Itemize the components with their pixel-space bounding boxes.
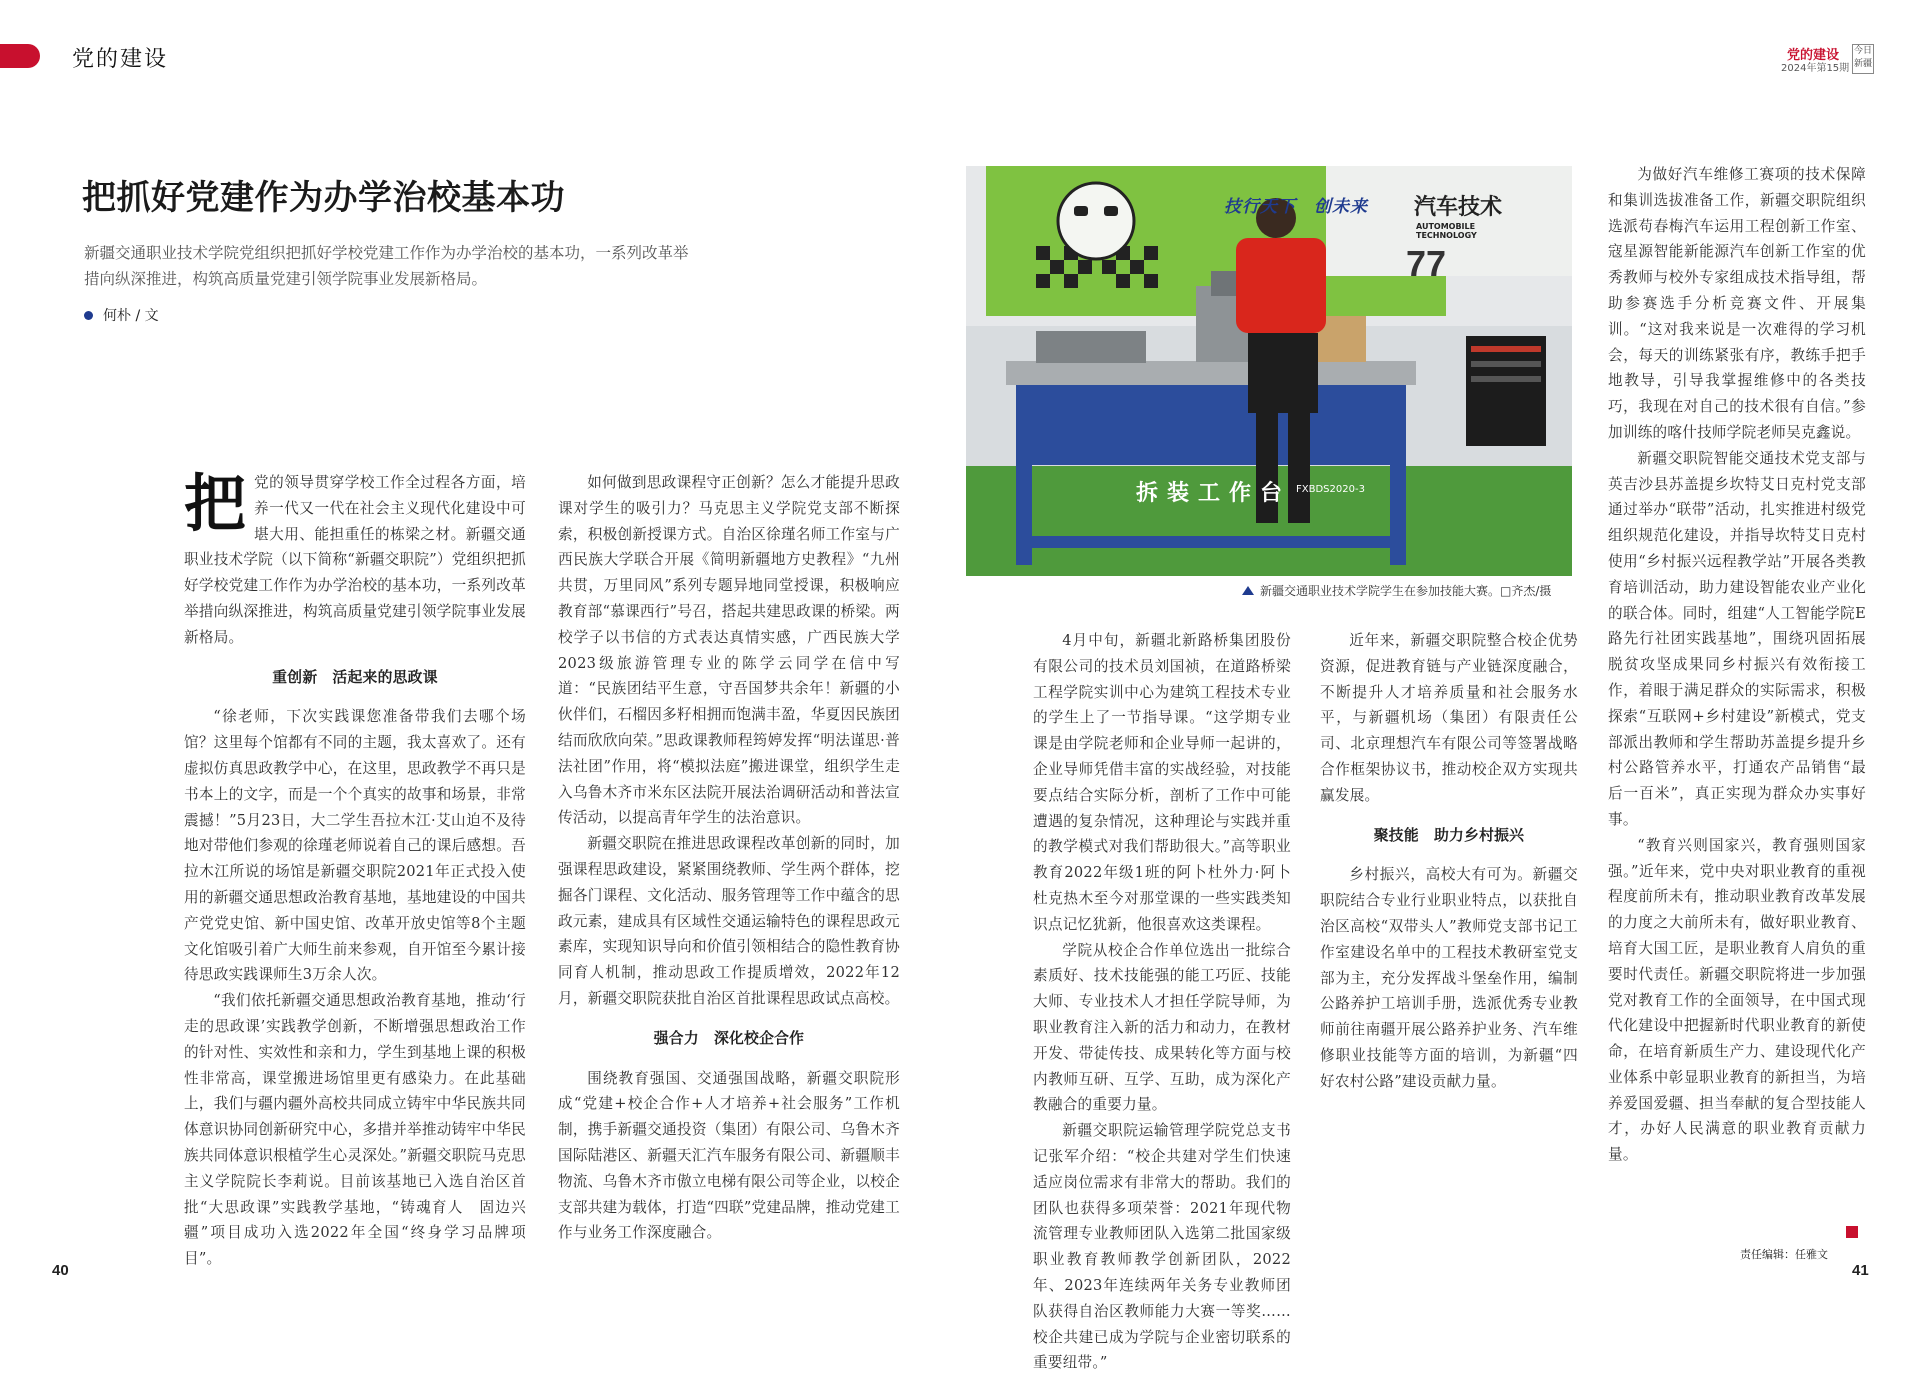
subheading: 强合力 深化校企合作 [653, 1029, 805, 1047]
sign-auto-en: AUTOMOBILE TECHNOLOGY [1416, 222, 1477, 240]
article-lead: 新疆交通职业技术学院党组织把抓好学校党建工作作为办学治校的基本功，一系列改革举措向纵深推进，构筑高质量党建引领学院事业发展新格局。 [84, 244, 689, 288]
column-5 [1608, 162, 1866, 1242]
sign-main-text: 技行天下 创未来 [1224, 197, 1368, 217]
bench-label: 拆装工作台 [1136, 481, 1292, 506]
drop-cap: 把 [184, 467, 247, 540]
header-red-tab [0, 44, 40, 68]
sign-auto-text: 汽车技术 [1414, 195, 1503, 220]
paragraph: 学院从校企合作单位选出一批综合素质好、技术技能强的能工巧匠、技能大师、专业技术人才担任学院导师，为职业教育注入新的活力和动力，在教材开发、带徒传技、成果转化等方面与校内教师互研、互学、互助，成为深化产教融合的重要力量。 [1033, 941, 1291, 1114]
editor-credit: 责任编辑：任雅文 [1740, 1248, 1828, 1261]
author-byline: 何朴 / 文 [103, 308, 159, 324]
photo-caption: 新疆交通职业技术学院学生在参加技能大赛。□齐杰/摄 [1260, 584, 1552, 598]
caption-triangle [1242, 586, 1254, 595]
svg-text:77: 77 [1406, 243, 1447, 284]
paragraph: 近年来，新疆交职院整合校企优势资源，促进教育链与产业链深度融合，不断提升人才培养质量和社会服务水平，与新疆机场（集团）有限责任公司、北京理想汽车有限公司等签署战略合作框架协议书，推动校企双方实现共赢发展。 [1320, 632, 1578, 804]
paragraph: 如何做到思政课程守正创新？怎么才能提升思政课对学生的吸引力？马克思主义学院党支部不断探索，积极创新授课方式。自治区徐瑾名师工作室与广西民族大学联合开展《简明新疆地方史教程》“九州共贯，万里同风”系列专题异地同堂授课，积极响应教育部“慕课西行”号召，搭起共建思政课的桥梁。两校学子以书信的方式表达真情实感，广西民族大学2023级旅游管理专业的陈学云同学在信中写道：“民族团结平生意，守吾国梦共余年！新疆的小伙伴们，石榴因多籽相拥而饱满丰盈，华夏因民族团结而欣欣向荣。”思政课教师程筠婷发挥“明法谨思·普法社团”作用，将“模拟法庭”搬进课堂，组织学生走入乌鲁木齐市米东区法院开展法治调研活动和普法宣传活动，以提高青年学生的法治意识。 [558, 474, 900, 827]
column-1 [184, 467, 526, 1270]
paragraph: 为做好汽车维修工赛项的技术保障和集训选拔准备工作，新疆交职院组织选派苟春梅汽车运用工程创新工作室、寇星源智能新能源汽车创新工作室的优秀教师与校外专家组成技术指导组，帮助参赛选手分析竞赛文件、开展集训。“这对我来说是一次难得的学习机会，每天的训练紧张有序，教练手把手地教导，引导我掌握维修中的各类技巧，我现在对自己的技术很有自信。”参加训练的喀什技师学院老师吴克鑫说。 [1608, 166, 1866, 441]
paragraph: “我们依托新疆交通思想政治教育基地，推动‘行走的思政课’实践教学创新，不断增强思想政治工作的针对性、实效性和亲和力，学生到基地上课的积极性非常高，课堂搬进场馆里更有感染力。在此基础上，我们与疆内疆外高校共同成立铸牢中华民族共同体意识协同创新研究中心，多措并举推动铸牢中华民族共同体意识根植学生心灵深处。”新疆交职院马克思主义学院院长李莉说。目前该基地已入选自治区首批“大思政课”实践教学基地，“铸魂育人 固边兴疆”项目成功入选2022年全国“终身学习品牌项目”。 [184, 992, 526, 1268]
end-mark [1846, 1226, 1858, 1238]
paragraph: “教育兴则国家兴，教育强则国家强。”近年来，党中央对职业教育的重视程度前所未有，推动职业教育改革发展的力度之大前所未有，做好职业教育、培育大国工匠，是职业教育人肩负的重要时代责任。新疆交职院将进一步加强党对教育工作的全面领导，在中国式现代化建设中把握新时代职业教育的新使命，在培育新质生产力、建设现代化产业体系中彰显职业教育的新担当，为培养爱国爱疆、担当奉献的复合型技能人才，办好人民满意的职业教育贡献力量。 [1608, 836, 1866, 1164]
bench-code: FXBDS2020-3 [1296, 484, 1365, 495]
paragraph: 新疆交职院智能交通技术党支部与英吉沙县苏盖提乡坎特艾日克村党支部通过举办“联带”活动，扎实推进村级党组织规范化建设，并指导坎特艾日克村使用“乡村振兴远程教学站”开展各类教育培训活动，助力建设智能农业产业化的联合体。同时，组建“人工智能学院E路先行社团实践基地”，围绕巩固拓展脱贫攻坚成果同乡村振兴有效衔接工作，着眼于满足群众的实际需求，积极探索“互联网+乡村建设”新模式，党支部派出教师和学生帮助苏盖提乡提升乡村公路管养水平，打通农产品销售“最后一百米”，真正实现为群众办实事好事。 [1608, 449, 1866, 828]
subheading: 重创新 活起来的思政课 [272, 668, 438, 686]
competition-photo [966, 166, 1572, 576]
paragraph: 新疆交职院运输管理学院党总支书记张军介绍：“校企共建对学生们快速适应岗位需求有非常大的帮助。我们的团队也获得多项荣誉：2021年现代物流管理专业教师团队入选第二批国家级职业教育教师教学创新团队，2022年、2023年连续两年关务专业教师团队获得自治区教师能力大赛一等奖……校企共建已成为学院与企业密切联系的重要纽带。” [1033, 1122, 1291, 1372]
paragraph: 党的领导贯穿学校工作全过程各方面，培养一代又一代在社会主义现代化建设中可堪大用、能担重任的栋梁之材。新疆交通职业技术学院（以下简称“新疆交职院”）党组织把抓好学校党建工作作为办学治校的基本功，一系列改革举措向纵深推进，构筑高质量党建引领学院事业发展新格局。 [184, 474, 526, 646]
tag-badge: 今日新疆 [1852, 44, 1874, 74]
paragraph: 围绕教育强国、交通强国战略，新疆交职院形成“党建+校企合作+人才培养+社会服务”工作机制，携手新疆交通投资（集团）有限公司、乌鲁木齐国际陆港区、新疆天汇汽车服务有限公司、新疆顺丰物流、乌鲁木齐市傲立电梯有限公司等企业，以校企支部共建为载体，打造“四联”党建品牌，推动党建工作与业务工作深度融合。 [558, 1069, 900, 1242]
subheading: 聚技能 助力乡村振兴 [1373, 826, 1525, 844]
column-3 [1033, 628, 1291, 1372]
page-number-left: 40 [52, 1262, 69, 1279]
section-title: 党的建设 [72, 47, 169, 72]
issue-number: 2024年第15期 [1781, 63, 1850, 74]
column-4 [1320, 628, 1578, 1273]
paragraph: 4月中旬，新疆北新路桥集团股份有限公司的技术员刘国祯，在道路桥梁工程学院实训中心为建筑工程技术专业的学生上了一节指导课。“这学期专业课是由学院老师和企业导师一起讲的，企业导师凭借丰富的实战经验，对技能要点结合实际分析，剖析了工作中可能遭遇的复杂情况，这种理论与实践并重的教学模式对我们帮助很大。”高等职业教育2022年级1班的阿卜杜外力·阿卜杜克热木至今对那堂课的一些实践类知识点记忆犹新，他很喜欢这类课程。 [1033, 632, 1291, 933]
paragraph: “徐老师，下次实践课您准备带我们去哪个场馆？这里每个馆都有不同的主题，我太喜欢了。还有虚拟仿真思政教学中心，在这里，思政教学不再只是书本上的文字，而是一个个真实的故事和场景，非常震撼！”5月23日，大二学生吾拉木江·艾山迫不及待地对带他们参观的徐瑾老师说着自己的课后感想。吾拉木江所说的场馆是新疆交职院2021年正式投入使用的新疆交通思想政治教育基地，基地建设的中国共产党党史馆、新中国史馆、改革开放史馆等8个主题文化馆吸引着广大师生前来参观，自开馆至今累计接待思政实践课师生3万余人次。 [184, 708, 526, 984]
paragraph: 乡村振兴，高校大有可为。新疆交职院结合专业行业职业特点，以获批自治区高校“双带头人”教师党支部书记工作室建设名单中的工程技术教研室党支部为主，充分发挥战斗堡垒作用，编制公路养护工培训手册，选派优秀专业教师前往南疆开展公路养护业务、汽车维修职业技能等方面的培训，为新疆“四好农村公路”建设贡献力量。 [1320, 866, 1578, 1090]
brand-title: 党的建设 [1787, 48, 1840, 63]
page-number-right: 41 [1852, 1262, 1869, 1279]
paragraph: 新疆交职院在推进思政课程改革创新的同时，加强课程思政建设，紧紧围绕教师、学生两个群体，挖掘各门课程、文化活动、服务管理等工作中蕴含的思政元素，建成具有区域性交通运输特色的课程思政元素库，实现知识导向和价值引领相结合的隐性教育协同育人机制，推动思政工作提质增效，2022年12月，新疆交职院获批自治区首批课程思政试点高校。 [558, 835, 900, 1007]
article-title: 把抓好党建作为办学治校基本功 [82, 178, 565, 218]
column-2 [558, 470, 900, 1270]
author-dot [84, 311, 93, 320]
